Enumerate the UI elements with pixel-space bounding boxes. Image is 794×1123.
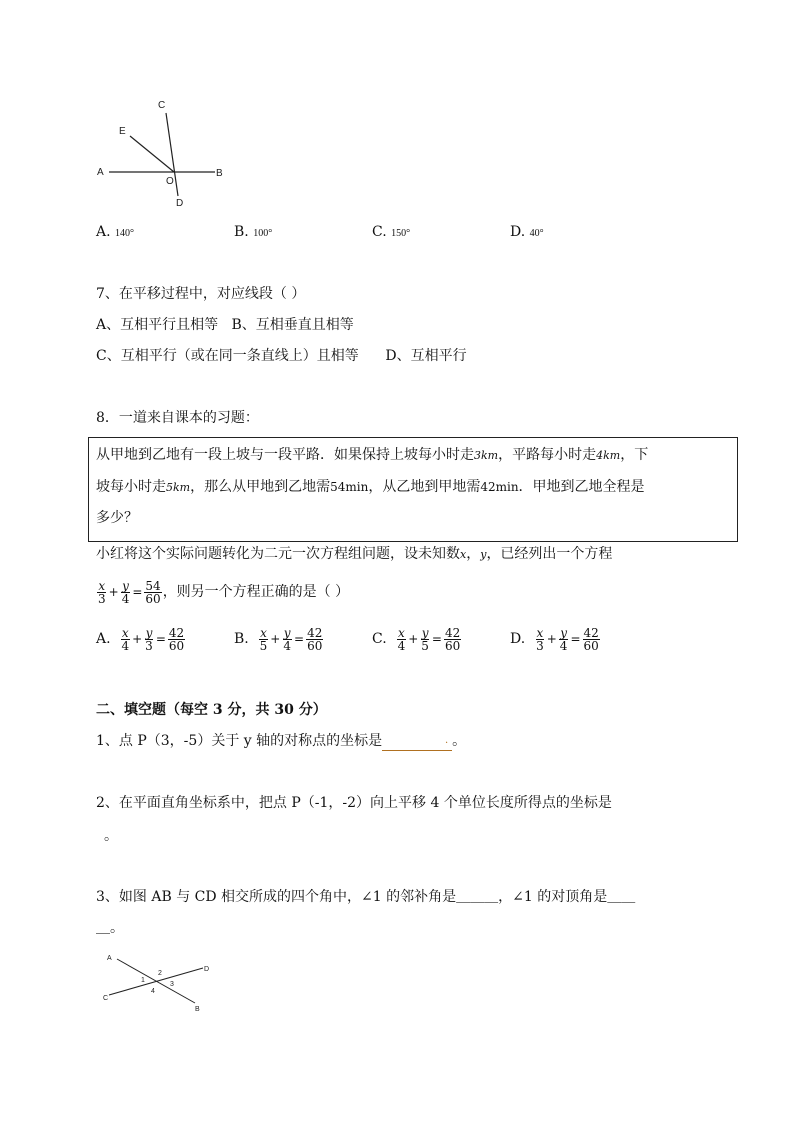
q8-option-a: A. $\frac{x}{4}$ + $\frac{y}{3}$ = $\frac{42}{60}$ — [96, 625, 185, 653]
label-d: D — [176, 198, 184, 209]
angle-label-3: 3 — [170, 981, 174, 988]
q6-option-d: D. 40° — [510, 224, 544, 240]
label-b-2: B — [195, 1006, 200, 1013]
label-c: C — [158, 100, 166, 111]
fill-question-2-end: 。 — [104, 828, 118, 844]
fill-blank-1[interactable]: . — [382, 736, 452, 751]
q6-option-c: C. 150° — [372, 224, 411, 240]
section-2-title: 二、填空题（每空 3 分，共 30 分） — [96, 702, 327, 718]
fill-question-1: 1、点 P（3，-5）关于 y 轴的对称点的坐标是 . 。 — [96, 733, 467, 749]
q8-option-d: D. $\frac{x}{3}$ + $\frac{y}{4}$ = $\frac{42}{60}$ — [510, 625, 599, 653]
q8-box-line-1: 从甲地到乙地有一段上坡与一段平路．如果保持上坡每小时走3km，平路每小时走4km，下 — [96, 447, 649, 463]
q7-option-b: B、互相垂直且相等 — [231, 317, 354, 333]
fill-question-3-end: ＿。 — [96, 920, 124, 936]
q7-option-a: A、互相平行且相等 — [96, 317, 219, 333]
q6-option-b: B. 100° — [234, 224, 273, 240]
q8-stem: 8．一道来自课本的习题： — [96, 410, 259, 426]
label-d-2: D — [204, 966, 210, 973]
angle-label-1: 1 — [141, 977, 145, 984]
label-a: A — [97, 167, 104, 178]
line-cd-2 — [109, 968, 203, 995]
q6-option-a: A. 140° — [96, 224, 135, 240]
label-o: O — [166, 176, 174, 187]
q8-option-c: C. $\frac{x}{4}$ + $\frac{y}{5}$ = $\frac{42}{60}$ — [372, 625, 461, 653]
label-e: E — [119, 126, 126, 137]
fill-question-2: 2、在平面直角坐标系中，把点 P（-1，-2）向上平移 4 个单位长度所得点的坐标是 — [96, 795, 612, 811]
q8-after-text: 小红将这个实际问题转化为二元一次方程组问题，设未知数x，y，已经列出一个方程 — [96, 546, 613, 562]
label-c-2: C — [103, 995, 109, 1002]
angle-label-2: 2 — [158, 970, 162, 977]
q8-box-line-2: 坡每小时走5km，那么从甲地到乙地需54min，从乙地到甲地需42min．甲地到乙地全程是 — [96, 479, 645, 495]
q8-box-line-3: 多少？ — [96, 510, 138, 526]
q7-option-d: D、互相平行 — [385, 348, 467, 364]
label-b: B — [216, 168, 223, 179]
fill-question-3: 3、如图 AB 与 CD 相交所成的四个角中，∠1 的邻补角是＿＿＿，∠1 的对顶角是＿＿ — [96, 889, 636, 905]
q8-option-b: B. $\frac{x}{5}$ + $\frac{y}{4}$ = $\frac{42}{60}$ — [234, 625, 323, 653]
angle-label-4: 4 — [151, 988, 155, 995]
q8-given-equation: $\frac{x}{3}$ + $\frac{y}{4}$ = $\frac{54}{60}$ ，则另一个方程正确的是（ ） — [98, 578, 350, 606]
q7-option-c: C、互相平行（或在同一条直线上）且相等 — [96, 348, 359, 364]
label-a-2: A — [107, 955, 112, 962]
q7-stem: 7、在平移过程中，对应线段（ ） — [96, 286, 306, 302]
